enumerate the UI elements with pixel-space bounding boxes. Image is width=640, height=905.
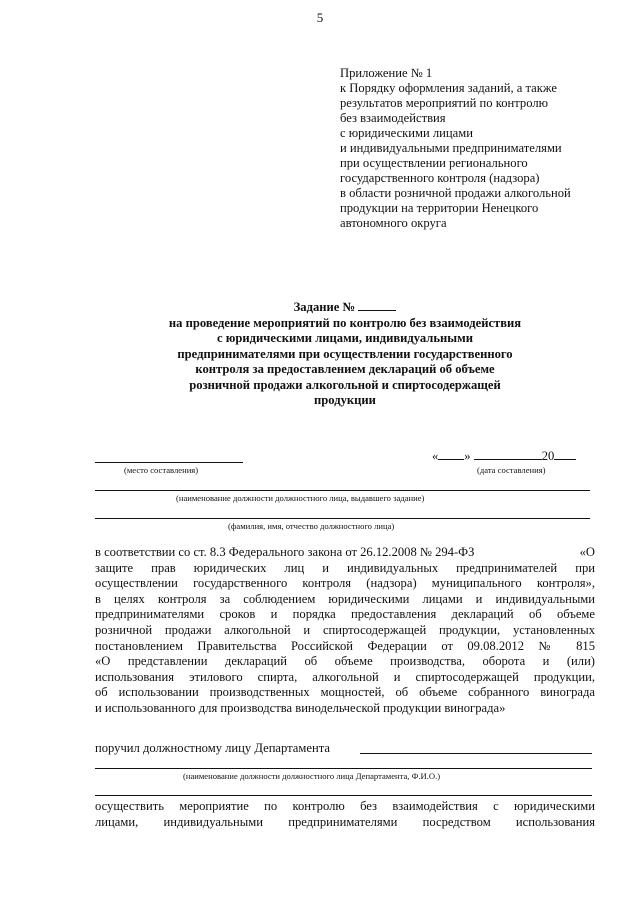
date-month-field[interactable] xyxy=(474,449,542,460)
body-line: осуществлении государственного контроля (надзора) муниципального контроля», xyxy=(95,576,595,591)
body-line: предпринимателями сроков и порядка предоставления деклараций об объеме xyxy=(95,607,595,622)
date-day-field[interactable] xyxy=(438,449,464,460)
title-line: контроля за предоставлением деклараций об объеме xyxy=(195,362,495,376)
appendix-line: автономного округа xyxy=(340,216,447,230)
official-position-field[interactable] xyxy=(95,490,590,491)
assign-row xyxy=(95,741,595,757)
body-line-left: в соответствии со ст. 8.3 Федерального закона от 26.12.2008 № 294-ФЗ xyxy=(95,545,475,559)
official-name-caption: (фамилия, имя, отчество должностного лица) xyxy=(228,521,395,531)
appendix-line: к Порядку оформления заданий, а также xyxy=(340,81,557,95)
title-line: с юридическими лицами, индивидуальными xyxy=(217,331,473,345)
title-line: на проведение мероприятий по контролю без взаимодействия xyxy=(168,315,522,330)
date-field[interactable] xyxy=(432,449,576,464)
body-line: защите прав юридических лиц и индивидуальных предпринимателей при xyxy=(95,560,595,575)
appendix-line: и индивидуальными предпринимателями xyxy=(340,141,562,155)
title-line: продукции xyxy=(314,393,376,407)
final-paragraph xyxy=(95,799,595,830)
date-year-field[interactable] xyxy=(554,449,576,460)
place-field[interactable] xyxy=(95,462,243,463)
appendix-line: без взаимодействия xyxy=(340,111,446,125)
assign-caption: (наименование должности должностного лица Департамента, Ф.И.О.) xyxy=(183,771,441,781)
appendix-line: с юридическими лицами xyxy=(340,126,473,140)
body-line: в целях контроля за соблюдением юридическими лицами и индивидуальными xyxy=(95,591,595,606)
body-line: осуществить мероприятие по контролю без взаимодействия с юридическими xyxy=(95,799,595,813)
body-line: постановлением Правительства Российской Федерации от 09.08.2012 № 815 xyxy=(95,638,595,653)
task-number-field[interactable] xyxy=(358,299,396,311)
official-name-field[interactable] xyxy=(95,518,590,519)
appendix-line: государственного контроля (надзора) xyxy=(340,171,540,185)
official-position-caption: (наименование должности должностного лица, выдавшего задание) xyxy=(176,493,425,503)
appendix-line: продукции на территории Ненецкого xyxy=(340,201,539,215)
date-open-quote: « xyxy=(432,449,439,463)
body-line: «О представлении деклараций об объеме производства, оборота и (или) xyxy=(95,654,595,669)
title-line: розничной продажи алкогольной и спиртосодержащей xyxy=(189,377,501,392)
body-line: и использованного для производства винодельческой продукции винограда» xyxy=(95,700,506,715)
date-year-prefix: 20 xyxy=(541,449,555,463)
body-line: розничной продажи алкогольной и спиртосодержащей продукции, установленных xyxy=(95,622,595,637)
page-number: 5 xyxy=(316,10,324,25)
body-line-right: «О xyxy=(579,545,595,559)
body-line: об использовании производственных мощностей, об объеме собранного винограда xyxy=(95,685,595,700)
appendix-line: Приложение № 1 xyxy=(340,66,433,80)
separator-line xyxy=(95,795,592,796)
place-caption: (место составления) xyxy=(124,465,199,475)
appendix-header xyxy=(340,66,630,231)
appendix-line: в области розничной продажи алкогольной xyxy=(340,186,571,200)
date-caption: (дата составления) xyxy=(477,465,546,475)
body-line: использования этилового спирта, алкогольной и спиртосодержащей продукции, xyxy=(95,669,595,684)
title-heading-text: Задание № xyxy=(293,300,356,314)
assigned-official-field[interactable] xyxy=(360,753,592,754)
appendix-line: результатов мероприятий по контролю xyxy=(340,96,549,110)
appendix-line: при осуществлении регионального xyxy=(340,156,528,170)
document-title xyxy=(95,299,595,409)
assigned-official-field-2[interactable] xyxy=(95,768,592,769)
assign-label: поручил должностному лицу Департамента xyxy=(95,741,330,755)
date-close-quote: » xyxy=(464,449,471,463)
title-line: предпринимателями при осуществлении государственного xyxy=(177,346,513,361)
title-heading xyxy=(95,299,595,316)
body-line xyxy=(95,545,595,561)
body-line: лицами, индивидуальными предпринимателями посредством использования xyxy=(95,814,595,829)
body-paragraph xyxy=(95,545,595,717)
